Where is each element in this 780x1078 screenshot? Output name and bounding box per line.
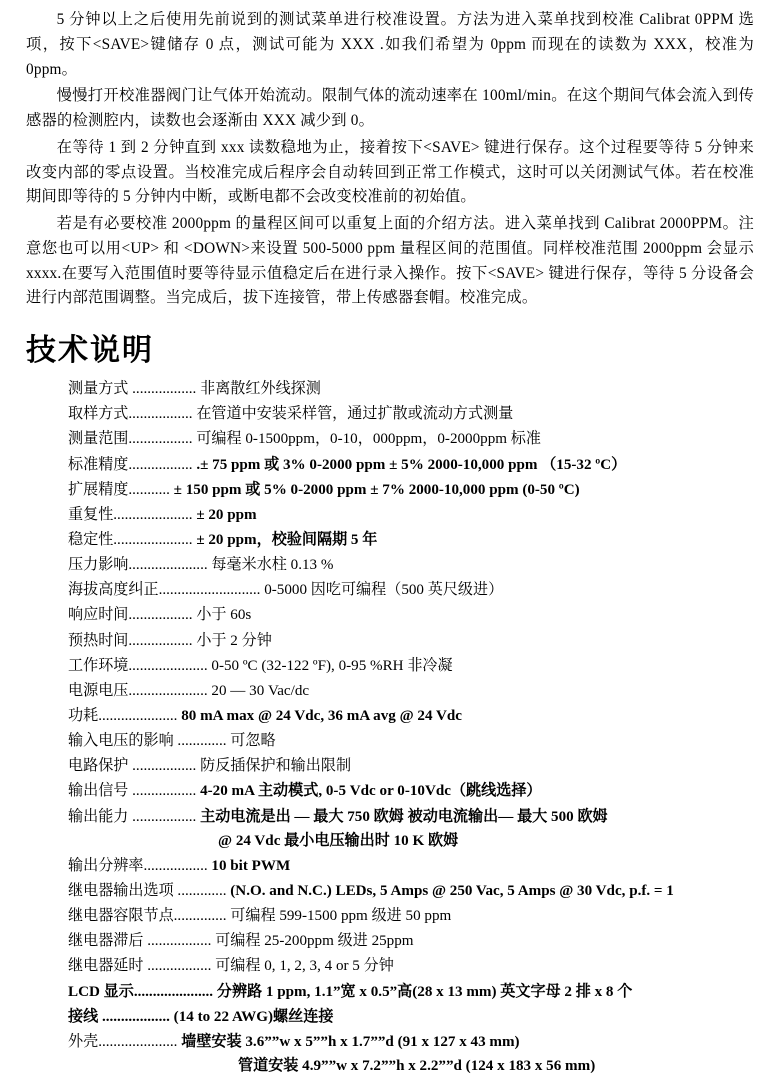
spec-row <box>68 427 754 451</box>
spec-value: 10 bit PWM <box>211 857 291 874</box>
spec-row <box>68 679 754 703</box>
spec-label: 压力影响..................... <box>68 557 208 574</box>
section-title: 技术说明 <box>26 333 154 369</box>
spec-value: ± 20 ppm，校验间隔期 5 年 <box>196 532 378 549</box>
spec-row <box>68 503 754 527</box>
spec-label: 扩展精度........... <box>68 481 170 498</box>
spec-label: 预热时间................. <box>68 632 193 649</box>
spec-value: 0-50 ºC (32-122 ºF), 0-95 %RH 非冷凝 <box>211 657 453 674</box>
spec-label: 输出分辨率................. <box>68 857 208 874</box>
spec-value: 80 mA max @ 24 Vdc, 36 mA avg @ 24 Vdc <box>181 708 462 725</box>
spec-label: 海拔高度纠正........................... <box>68 582 261 599</box>
spec-value: 每毫米水柱 0.13 % <box>211 557 334 574</box>
spec-label: 取样方式................. <box>68 406 193 423</box>
spec-row <box>68 1030 754 1078</box>
paragraph: 若是有必要校准 2000ppm 的量程区间可以重复上面的介绍方法。进入菜单找到 Calibrat 2000PPM。注意您也可以用<UP> 和 <DOWN>来设置 500-5000 ppm 量程区间的范围值。同样校准范围 2000ppm 会显示 xxxx.在要写入范围值时要等待显示值稳定后在进行录入操作。按下<SAVE> 键进行保存，等待 5 分设备会进行内部范围调整。当完成后，拔下连接管，带上传感器套帽。校准完成。 <box>26 215 754 307</box>
spec-value: 主动电流是出 — 最大 750 欧姆 被动电流输出— 最大 500 欧姆 <box>200 808 608 825</box>
spec-value-continuation: @ 24 Vdc 最小电压输出时 10 K 欧姆 <box>218 832 459 849</box>
spec-label: 测量范围................. <box>68 431 193 448</box>
spec-value: 小于 2 分钟 <box>196 632 272 649</box>
spec-label: 继电器容限节点.............. <box>68 908 227 925</box>
spec-label: 输入电压的影响 ............. <box>68 733 227 750</box>
spec-list <box>26 377 754 1078</box>
spec-label: 测量方式 ................. <box>68 381 197 398</box>
spec-row <box>68 654 754 678</box>
spec-value: 4-20 mA 主动模式, 0-5 Vdc or 0-10Vdc（跳线选择） <box>200 783 542 800</box>
spec-label: 标准精度................. <box>68 456 193 473</box>
spec-label: 接线 .................. <box>68 1008 170 1025</box>
prose-section <box>26 8 754 311</box>
spec-label: 重复性..................... <box>68 506 193 523</box>
spec-row <box>68 629 754 653</box>
spec-value: 可忽略 <box>230 733 276 750</box>
spec-label: 稳定性..................... <box>68 532 193 549</box>
spec-row <box>68 904 754 928</box>
spec-value: (N.O. and N.C.) LEDs, 5 Amps @ 250 Vac, 5 Amps @ 30 Vdc, p.f. = 1 <box>230 883 674 899</box>
spec-row <box>68 879 754 903</box>
spec-label: 电源电压..................... <box>68 682 208 699</box>
spec-label: 输出信号 ................. <box>68 783 197 800</box>
spec-value: ± 20 ppm <box>196 506 257 523</box>
spec-value: 分辨路 1 ppm, 1.1”宽 x 0.5”高(28 x 13 mm) 英文字母 2 排 x 8 个 <box>216 983 633 1000</box>
spec-value: 防反插保护和输出限制 <box>200 758 352 775</box>
spec-value: 20 — 30 Vac/dc <box>211 682 310 699</box>
spec-value: 可编程 599-1500 ppm 级进 50 ppm <box>230 908 452 925</box>
spec-row <box>68 402 754 426</box>
spec-row <box>68 453 754 477</box>
spec-label: 功耗..................... <box>68 708 178 725</box>
spec-label: 继电器滞后 ................. <box>68 933 212 950</box>
paragraph: 慢慢打开校准器阀门让气体开始流动。限制气体的流动速率在 100ml/min。在这个期间气体会流入到传感器的检测腔内，读数也会逐渐由 XXX 减少到 0。 <box>26 87 754 130</box>
spec-label: 响应时间................. <box>68 607 193 624</box>
spec-row <box>68 954 754 978</box>
spec-label: LCD 显示..................... <box>68 983 214 1000</box>
spec-row <box>68 528 754 552</box>
spec-row <box>68 578 754 602</box>
paragraph: 在等待 1 到 2 分钟直到 xxx 读数稳地为止，接着按下<SAVE> 键进行保存。这个过程要等待 5 分钟来改变内部的零点设置。当校准完成后程序会自动转回到正常工作模式，这时可以关闭测试气体。若在校准期间即等待的 5 分钟内中断，或断电都不会改变校准前的初始值。 <box>26 138 754 206</box>
spec-value: (14 to 22 AWG)螺丝连接 <box>173 1008 334 1025</box>
spec-row <box>68 1005 754 1029</box>
spec-value: 可编程 0-1500ppm，0-10，000ppm，0-2000ppm 标准 <box>196 431 541 448</box>
spec-row <box>68 478 754 502</box>
spec-row <box>68 754 754 778</box>
spec-row <box>68 779 754 803</box>
paragraph: 5 分钟以上之后使用先前说到的测试菜单进行校准设置。方法为进入菜单找到校准 Calibrat 0PPM 选项，按下<SAVE>键储存 0 点，测试可能为 XXX .如我们希望为 0ppm 而现在的读数为 XXX，校准为 0ppm。 <box>26 11 754 78</box>
spec-row <box>68 704 754 728</box>
spec-row <box>68 929 754 953</box>
spec-label: 电路保护 ................. <box>68 758 197 775</box>
spec-value: 0-5000 因吃可编程（500 英尺级进） <box>264 582 504 599</box>
spec-value: 墙壁安装 3.6””w x 5””h x 1.7””d (91 x 127 x 43 mm) <box>181 1033 520 1050</box>
spec-row <box>68 603 754 627</box>
spec-row <box>68 377 754 401</box>
spec-row <box>68 980 754 1004</box>
spec-label: 工作环境..................... <box>68 657 208 674</box>
spec-value: 可编程 0, 1, 2, 3, 4 or 5 分钟 <box>215 958 394 975</box>
spec-value-continuation: 管道安装 4.9””w x 7.2””h x 2.2””d (124 x 183 x 56 mm) <box>238 1057 596 1074</box>
spec-row <box>68 729 754 753</box>
spec-label: 继电器输出选项 ............. <box>68 883 227 899</box>
spec-label: 继电器延时 ................. <box>68 958 212 975</box>
spec-row <box>68 805 754 853</box>
spec-row <box>68 553 754 577</box>
spec-value: 在管道中安装采样管，通过扩散或流动方式测量 <box>196 406 514 423</box>
spec-label: 外壳..................... <box>68 1033 178 1050</box>
spec-value: .± 75 ppm 或 3% 0-2000 ppm ± 5% 2000-10,000 ppm （15-32 ºC） <box>196 456 627 473</box>
spec-value: 可编程 25-200ppm 级进 25ppm <box>215 933 414 950</box>
spec-label: 输出能力 ................. <box>68 808 197 825</box>
spec-value: 小于 60s <box>196 607 252 624</box>
spec-row <box>68 854 754 878</box>
spec-value: 非离散红外线探测 <box>200 381 321 398</box>
spec-value: ± 150 ppm 或 5% 0-2000 ppm ± 7% 2000-10,000 ppm (0-50 ºC) <box>173 481 580 498</box>
